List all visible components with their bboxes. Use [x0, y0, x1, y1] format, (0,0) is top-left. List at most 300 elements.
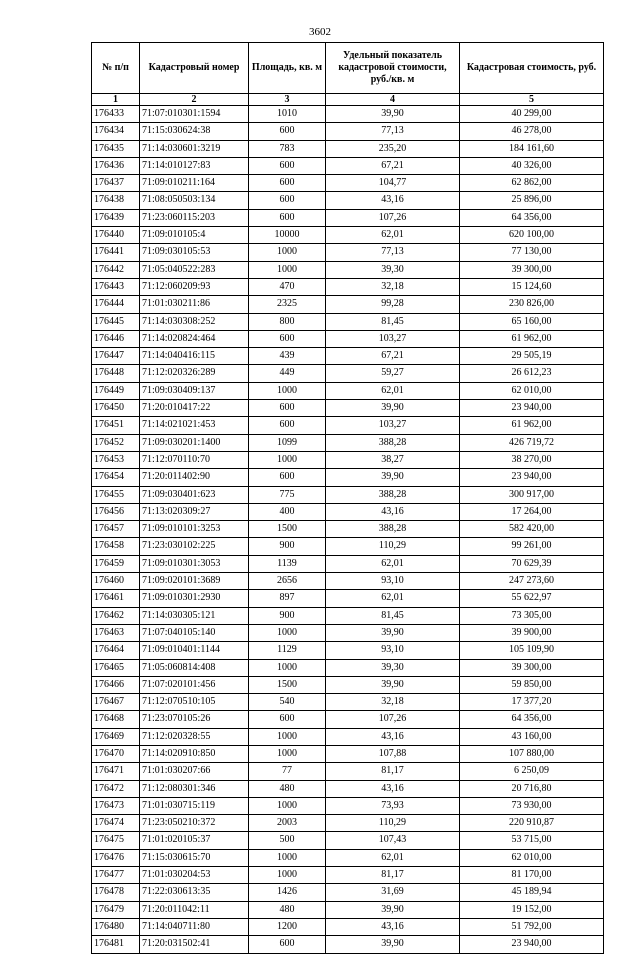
table-row	[92, 728, 604, 745]
table-row	[92, 365, 604, 382]
cadastral-value-cell: 230 826,00	[460, 296, 604, 313]
area-cell: 600	[249, 711, 326, 728]
table-row	[92, 745, 604, 762]
specific-value-cell: 62,01	[326, 227, 460, 244]
table-row	[92, 901, 604, 918]
area-cell: 900	[249, 607, 326, 624]
specific-value-cell: 39,90	[326, 676, 460, 693]
cadastral-value-cell: 39 900,00	[460, 624, 604, 641]
specific-value-cell: 31,69	[326, 884, 460, 901]
row-number-cell: 176465	[92, 659, 140, 676]
cadastral-number-cell: 71:01:030204:53	[140, 867, 249, 884]
table-row	[92, 832, 604, 849]
table-row	[92, 763, 604, 780]
row-number-cell: 176433	[92, 106, 140, 123]
area-cell: 1200	[249, 918, 326, 935]
cadastral-number-cell: 71:14:021021:453	[140, 417, 249, 434]
row-number-cell: 176438	[92, 192, 140, 209]
table-row	[92, 400, 604, 417]
area-cell: 77	[249, 763, 326, 780]
specific-value-cell: 388,28	[326, 521, 460, 538]
header-row-number: № п/п	[92, 43, 140, 94]
table-row	[92, 434, 604, 451]
specific-value-cell: 81,45	[326, 313, 460, 330]
row-number-cell: 176458	[92, 538, 140, 555]
area-cell: 1010	[249, 106, 326, 123]
area-cell: 600	[249, 175, 326, 192]
row-number-cell: 176442	[92, 261, 140, 278]
specific-value-cell: 43,16	[326, 503, 460, 520]
table-row	[92, 175, 604, 192]
specific-value-cell: 43,16	[326, 918, 460, 935]
specific-value-cell: 388,28	[326, 434, 460, 451]
area-cell: 480	[249, 901, 326, 918]
row-number-cell: 176454	[92, 469, 140, 486]
column-index: 1	[92, 94, 140, 106]
area-cell: 600	[249, 192, 326, 209]
cadastral-number-cell: 71:12:070510:105	[140, 694, 249, 711]
area-cell: 1000	[249, 745, 326, 762]
cadastral-number-cell: 71:09:030105:53	[140, 244, 249, 261]
area-cell: 1500	[249, 676, 326, 693]
cadastral-number-cell: 71:12:020326:289	[140, 365, 249, 382]
header-cadastral-number: Кадастровый номер	[140, 43, 249, 94]
specific-value-cell: 32,18	[326, 694, 460, 711]
area-cell: 1000	[249, 849, 326, 866]
table-row	[92, 607, 604, 624]
table-row	[92, 417, 604, 434]
table-row	[92, 140, 604, 157]
row-number-cell: 176471	[92, 763, 140, 780]
specific-value-cell: 59,27	[326, 365, 460, 382]
row-number-cell: 176476	[92, 849, 140, 866]
area-cell: 480	[249, 780, 326, 797]
cadastral-number-cell: 71:09:010401:1144	[140, 642, 249, 659]
cadastral-number-cell: 71:23:060115:203	[140, 209, 249, 226]
cadastral-number-cell: 71:12:070110:70	[140, 451, 249, 468]
specific-value-cell: 32,18	[326, 278, 460, 295]
row-number-cell: 176444	[92, 296, 140, 313]
specific-value-cell: 81,17	[326, 867, 460, 884]
row-number-cell: 176435	[92, 140, 140, 157]
row-number-cell: 176449	[92, 382, 140, 399]
cadastral-value-cell: 184 161,60	[460, 140, 604, 157]
cadastral-value-cell: 247 273,60	[460, 573, 604, 590]
row-number-cell: 176450	[92, 400, 140, 417]
specific-value-cell: 110,29	[326, 538, 460, 555]
cadastral-number-cell: 71:14:010127:83	[140, 157, 249, 174]
table-row	[92, 555, 604, 572]
table-row	[92, 521, 604, 538]
specific-value-cell: 73,93	[326, 797, 460, 814]
area-cell: 2003	[249, 815, 326, 832]
cadastral-value-cell: 23 940,00	[460, 400, 604, 417]
area-cell: 1000	[249, 382, 326, 399]
row-number-cell: 176464	[92, 642, 140, 659]
area-cell: 1000	[249, 244, 326, 261]
cadastral-value-cell: 26 612,23	[460, 365, 604, 382]
table-row	[92, 659, 604, 676]
row-number-cell: 176447	[92, 348, 140, 365]
table-row	[92, 469, 604, 486]
cadastral-number-cell: 71:23:050210:372	[140, 815, 249, 832]
specific-value-cell: 107,88	[326, 745, 460, 762]
cadastral-number-cell: 71:14:020910:850	[140, 745, 249, 762]
row-number-cell: 176467	[92, 694, 140, 711]
area-cell: 600	[249, 209, 326, 226]
cadastral-value-cell: 300 917,00	[460, 486, 604, 503]
specific-value-cell: 93,10	[326, 573, 460, 590]
area-cell: 449	[249, 365, 326, 382]
row-number-cell: 176443	[92, 278, 140, 295]
cadastral-value-cell: 25 896,00	[460, 192, 604, 209]
specific-value-cell: 62,01	[326, 590, 460, 607]
row-number-cell: 176440	[92, 227, 140, 244]
area-cell: 1000	[249, 867, 326, 884]
area-cell: 1000	[249, 624, 326, 641]
specific-value-cell: 62,01	[326, 555, 460, 572]
cadastral-number-cell: 71:14:030601:3219	[140, 140, 249, 157]
cadastral-number-cell: 71:09:010211:164	[140, 175, 249, 192]
column-index: 5	[460, 94, 604, 106]
row-number-cell: 176473	[92, 797, 140, 814]
cadastral-value-cell: 23 940,00	[460, 936, 604, 953]
table-row	[92, 244, 604, 261]
row-number-cell: 176474	[92, 815, 140, 832]
cadastral-number-cell: 71:20:010417:22	[140, 400, 249, 417]
row-number-cell: 176446	[92, 330, 140, 347]
table-row	[92, 486, 604, 503]
table-row	[92, 261, 604, 278]
specific-value-cell: 99,28	[326, 296, 460, 313]
area-cell: 897	[249, 590, 326, 607]
specific-value-cell: 93,10	[326, 642, 460, 659]
cadastral-number-cell: 71:07:020101:456	[140, 676, 249, 693]
cadastral-number-cell: 71:23:070105:26	[140, 711, 249, 728]
table-row	[92, 538, 604, 555]
cadastral-value-cell: 99 261,00	[460, 538, 604, 555]
cadastral-number-cell: 71:20:031502:41	[140, 936, 249, 953]
cadastral-value-cell: 51 792,00	[460, 918, 604, 935]
cadastral-value-cell: 23 940,00	[460, 469, 604, 486]
cadastral-number-cell: 71:22:030613:35	[140, 884, 249, 901]
area-cell: 600	[249, 157, 326, 174]
row-number-cell: 176470	[92, 745, 140, 762]
table-row	[92, 590, 604, 607]
cadastral-value-cell: 61 962,00	[460, 417, 604, 434]
table-row	[92, 106, 604, 123]
cadastral-value-cell: 220 910,87	[460, 815, 604, 832]
specific-value-cell: 107,26	[326, 711, 460, 728]
specific-value-cell: 235,20	[326, 140, 460, 157]
row-number-cell: 176459	[92, 555, 140, 572]
table-row	[92, 624, 604, 641]
cadastral-value-cell: 107 880,00	[460, 745, 604, 762]
specific-value-cell: 62,01	[326, 382, 460, 399]
row-number-cell: 176452	[92, 434, 140, 451]
cadastral-value-cell: 39 300,00	[460, 659, 604, 676]
row-number-cell: 176441	[92, 244, 140, 261]
specific-value-cell: 77,13	[326, 123, 460, 140]
row-number-cell: 176475	[92, 832, 140, 849]
cadastral-value-cell: 81 170,00	[460, 867, 604, 884]
row-number-cell: 176453	[92, 451, 140, 468]
row-number-cell: 176463	[92, 624, 140, 641]
cadastral-value-cell: 17 264,00	[460, 503, 604, 520]
specific-value-cell: 43,16	[326, 192, 460, 209]
specific-value-cell: 67,21	[326, 348, 460, 365]
cadastral-number-cell: 71:14:030308:252	[140, 313, 249, 330]
table-row	[92, 503, 604, 520]
area-cell: 1000	[249, 261, 326, 278]
table-column-index-row	[92, 94, 604, 106]
cadastral-value-table	[91, 42, 604, 954]
row-number-cell: 176481	[92, 936, 140, 953]
table-row	[92, 573, 604, 590]
table-row	[92, 157, 604, 174]
cadastral-value-cell: 65 160,00	[460, 313, 604, 330]
area-cell: 439	[249, 348, 326, 365]
table-row	[92, 815, 604, 832]
specific-value-cell: 107,43	[326, 832, 460, 849]
cadastral-value-cell: 426 719,72	[460, 434, 604, 451]
table-row	[92, 884, 604, 901]
cadastral-number-cell: 71:09:030409:137	[140, 382, 249, 399]
cadastral-value-cell: 64 356,00	[460, 209, 604, 226]
area-cell: 600	[249, 123, 326, 140]
area-cell: 10000	[249, 227, 326, 244]
cadastral-value-cell: 53 715,00	[460, 832, 604, 849]
cadastral-number-cell: 71:12:060209:93	[140, 278, 249, 295]
cadastral-number-cell: 71:14:040416:115	[140, 348, 249, 365]
specific-value-cell: 77,13	[326, 244, 460, 261]
cadastral-number-cell: 71:12:080301:346	[140, 780, 249, 797]
cadastral-number-cell: 71:09:020101:3689	[140, 573, 249, 590]
specific-value-cell: 67,21	[326, 157, 460, 174]
cadastral-value-cell: 45 189,94	[460, 884, 604, 901]
area-cell: 500	[249, 832, 326, 849]
cadastral-value-cell: 105 109,90	[460, 642, 604, 659]
table-row	[92, 849, 604, 866]
row-number-cell: 176468	[92, 711, 140, 728]
cadastral-value-cell: 43 160,00	[460, 728, 604, 745]
row-number-cell: 176445	[92, 313, 140, 330]
cadastral-number-cell: 71:20:011402:90	[140, 469, 249, 486]
row-number-cell: 176456	[92, 503, 140, 520]
cadastral-value-cell: 19 152,00	[460, 901, 604, 918]
cadastral-value-cell: 17 377,20	[460, 694, 604, 711]
area-cell: 1099	[249, 434, 326, 451]
cadastral-number-cell: 71:14:020824:464	[140, 330, 249, 347]
area-cell: 540	[249, 694, 326, 711]
cadastral-value-cell: 62 010,00	[460, 382, 604, 399]
cadastral-number-cell: 71:09:010105:4	[140, 227, 249, 244]
row-number-cell: 176451	[92, 417, 140, 434]
table-row	[92, 451, 604, 468]
cadastral-number-cell: 71:07:040105:140	[140, 624, 249, 641]
cadastral-value-cell: 29 505,19	[460, 348, 604, 365]
specific-value-cell: 39,30	[326, 261, 460, 278]
area-cell: 600	[249, 400, 326, 417]
cadastral-value-cell: 40 299,00	[460, 106, 604, 123]
cadastral-number-cell: 71:09:030201:1400	[140, 434, 249, 451]
specific-value-cell: 39,90	[326, 106, 460, 123]
cadastral-value-cell: 62 862,00	[460, 175, 604, 192]
row-number-cell: 176448	[92, 365, 140, 382]
cadastral-number-cell: 71:05:040522:283	[140, 261, 249, 278]
table-body	[92, 106, 604, 954]
cadastral-number-cell: 71:15:030615:70	[140, 849, 249, 866]
cadastral-number-cell: 71:01:030715:119	[140, 797, 249, 814]
cadastral-value-cell: 46 278,00	[460, 123, 604, 140]
column-index: 3	[249, 94, 326, 106]
cadastral-value-cell: 62 010,00	[460, 849, 604, 866]
cadastral-value-cell: 55 622,97	[460, 590, 604, 607]
specific-value-cell: 107,26	[326, 209, 460, 226]
specific-value-cell: 43,16	[326, 728, 460, 745]
table-row	[92, 313, 604, 330]
area-cell: 2325	[249, 296, 326, 313]
cadastral-number-cell: 71:09:030401:623	[140, 486, 249, 503]
cadastral-number-cell: 71:14:030305:121	[140, 607, 249, 624]
specific-value-cell: 38,27	[326, 451, 460, 468]
specific-value-cell: 62,01	[326, 849, 460, 866]
cadastral-value-cell: 59 850,00	[460, 676, 604, 693]
specific-value-cell: 39,90	[326, 469, 460, 486]
header-specific-value: Удельный показатель кадастровой стоимости, руб./кв. м	[326, 43, 460, 94]
specific-value-cell: 104,77	[326, 175, 460, 192]
area-cell: 1139	[249, 555, 326, 572]
area-cell: 600	[249, 936, 326, 953]
cadastral-value-cell: 77 130,00	[460, 244, 604, 261]
column-index: 2	[140, 94, 249, 106]
cadastral-number-cell: 71:01:020105:37	[140, 832, 249, 849]
area-cell: 1129	[249, 642, 326, 659]
table-header-row	[92, 43, 604, 94]
cadastral-value-cell: 73 305,00	[460, 607, 604, 624]
table-row	[92, 296, 604, 313]
cadastral-number-cell: 71:08:050503:134	[140, 192, 249, 209]
area-cell: 783	[249, 140, 326, 157]
cadastral-number-cell: 71:05:060814:408	[140, 659, 249, 676]
table-row	[92, 797, 604, 814]
cadastral-number-cell: 71:15:030624:38	[140, 123, 249, 140]
area-cell: 600	[249, 417, 326, 434]
row-number-cell: 176472	[92, 780, 140, 797]
specific-value-cell: 39,30	[326, 659, 460, 676]
table-row	[92, 330, 604, 347]
cadastral-value-cell: 73 930,00	[460, 797, 604, 814]
area-cell: 1426	[249, 884, 326, 901]
row-number-cell: 176436	[92, 157, 140, 174]
table-row	[92, 936, 604, 953]
specific-value-cell: 388,28	[326, 486, 460, 503]
area-cell: 2656	[249, 573, 326, 590]
cadastral-value-cell: 70 629,39	[460, 555, 604, 572]
header-area: Площадь, кв. м	[249, 43, 326, 94]
row-number-cell: 176457	[92, 521, 140, 538]
header-cadastral-value: Кадастровая стоимость, руб.	[460, 43, 604, 94]
table-row	[92, 918, 604, 935]
table-row	[92, 192, 604, 209]
cadastral-number-cell: 71:07:010301:1594	[140, 106, 249, 123]
cadastral-number-cell: 71:12:020328:55	[140, 728, 249, 745]
row-number-cell: 176479	[92, 901, 140, 918]
cadastral-value-cell: 15 124,60	[460, 278, 604, 295]
table-row	[92, 123, 604, 140]
table-row	[92, 382, 604, 399]
specific-value-cell: 43,16	[326, 780, 460, 797]
row-number-cell: 176461	[92, 590, 140, 607]
cadastral-value-cell: 40 326,00	[460, 157, 604, 174]
specific-value-cell: 81,17	[326, 763, 460, 780]
row-number-cell: 176477	[92, 867, 140, 884]
row-number-cell: 176466	[92, 676, 140, 693]
cadastral-value-cell: 38 270,00	[460, 451, 604, 468]
cadastral-value-cell: 39 300,00	[460, 261, 604, 278]
area-cell: 1000	[249, 797, 326, 814]
cadastral-number-cell: 71:13:020309:27	[140, 503, 249, 520]
specific-value-cell: 39,90	[326, 936, 460, 953]
cadastral-number-cell: 71:09:010101:3253	[140, 521, 249, 538]
cadastral-value-cell: 620 100,00	[460, 227, 604, 244]
area-cell: 600	[249, 469, 326, 486]
specific-value-cell: 110,29	[326, 815, 460, 832]
area-cell: 1000	[249, 728, 326, 745]
row-number-cell: 176460	[92, 573, 140, 590]
cadastral-value-cell: 64 356,00	[460, 711, 604, 728]
column-index: 4	[326, 94, 460, 106]
area-cell: 600	[249, 330, 326, 347]
table-row	[92, 209, 604, 226]
area-cell: 800	[249, 313, 326, 330]
specific-value-cell: 103,27	[326, 417, 460, 434]
row-number-cell: 176437	[92, 175, 140, 192]
area-cell: 1000	[249, 451, 326, 468]
page-number: 3602	[309, 26, 331, 38]
area-cell: 775	[249, 486, 326, 503]
row-number-cell: 176462	[92, 607, 140, 624]
area-cell: 1500	[249, 521, 326, 538]
row-number-cell: 176480	[92, 918, 140, 935]
specific-value-cell: 39,90	[326, 901, 460, 918]
specific-value-cell: 39,90	[326, 400, 460, 417]
cadastral-value-cell: 6 250,09	[460, 763, 604, 780]
table-row	[92, 694, 604, 711]
cadastral-number-cell: 71:23:030102:225	[140, 538, 249, 555]
row-number-cell: 176478	[92, 884, 140, 901]
cadastral-number-cell: 71:09:010301:2930	[140, 590, 249, 607]
area-cell: 400	[249, 503, 326, 520]
cadastral-number-cell: 71:09:010301:3053	[140, 555, 249, 572]
cadastral-value-cell: 20 716,80	[460, 780, 604, 797]
cadastral-value-cell: 582 420,00	[460, 521, 604, 538]
row-number-cell: 176469	[92, 728, 140, 745]
area-cell: 900	[249, 538, 326, 555]
table-row	[92, 711, 604, 728]
table-row	[92, 227, 604, 244]
area-cell: 1000	[249, 659, 326, 676]
specific-value-cell: 81,45	[326, 607, 460, 624]
cadastral-number-cell: 71:14:040711:80	[140, 918, 249, 935]
row-number-cell: 176434	[92, 123, 140, 140]
cadastral-number-cell: 71:01:030211:86	[140, 296, 249, 313]
cadastral-value-cell: 61 962,00	[460, 330, 604, 347]
cadastral-number-cell: 71:20:011042:11	[140, 901, 249, 918]
table-row	[92, 676, 604, 693]
row-number-cell: 176455	[92, 486, 140, 503]
table-row	[92, 278, 604, 295]
